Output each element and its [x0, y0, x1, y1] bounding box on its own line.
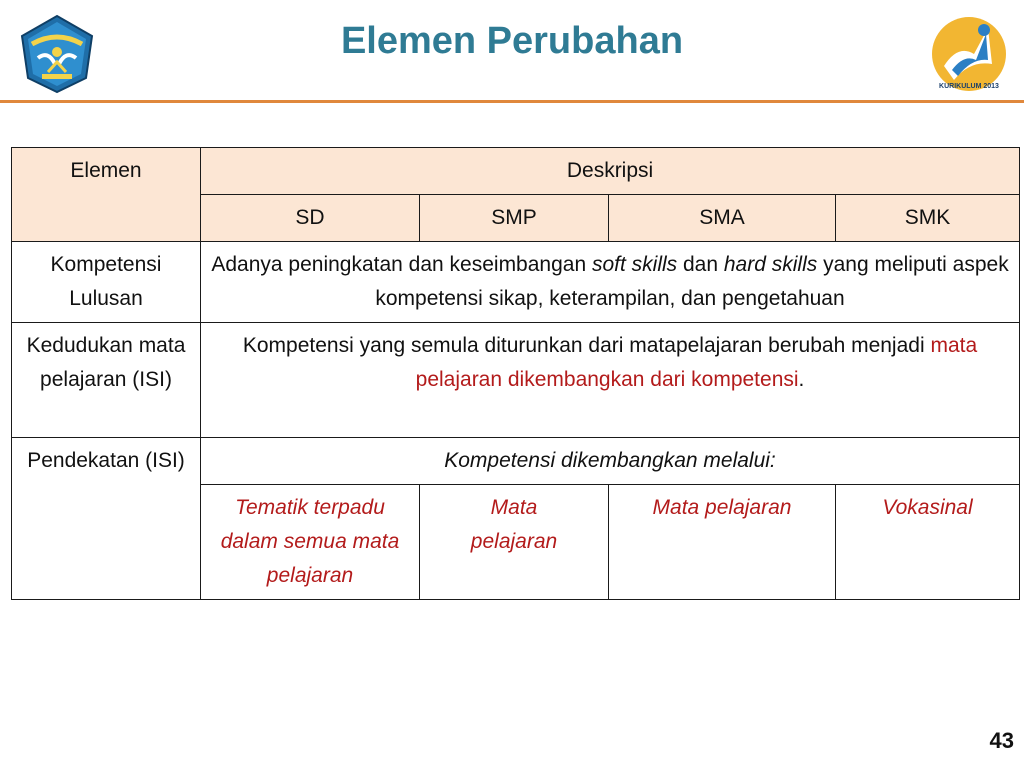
page-title: Elemen Perubahan: [340, 20, 684, 62]
row-desc-kedudukan: [201, 323, 1020, 438]
title-underline: [0, 100, 1024, 103]
page-number: 43: [989, 728, 1014, 753]
pendekatan-sma: Mata pelajaran: [609, 485, 836, 600]
table-row: [12, 242, 1020, 323]
pendekatan-sd: Tematik terpadu dalam semua mata pelajaran: [201, 485, 420, 600]
header-elemen: Elemen: [12, 148, 201, 242]
header-smk: SMK: [836, 195, 1020, 242]
desc-text: .: [798, 368, 805, 391]
pendekatan-intro-text: Kompetensi dikembangkan melalui:: [444, 449, 776, 472]
pendekatan-smk: Vokasinal: [836, 485, 1020, 600]
row-label-kompetensi-lulusan: Kompetensi Lulusan: [12, 242, 201, 323]
pendekatan-smp: Mata pelajaran: [420, 485, 609, 600]
row-desc-kompetensi-lulusan: [201, 242, 1020, 323]
row-label-pendekatan: Pendekatan (ISI): [12, 438, 201, 600]
desc-text: Kompetensi yang semula diturunkan dari matapelajaran berubah menjadi: [242, 334, 931, 357]
table-header-row: [12, 148, 1020, 195]
header-smp: SMP: [420, 195, 609, 242]
soft-skills-text: soft skills: [591, 253, 678, 276]
elemen-perubahan-table: [11, 147, 1020, 600]
desc-text: Adanya peningkatan dan keseimbangan: [211, 253, 592, 276]
hard-skills-text: hard skills: [723, 253, 818, 276]
svg-text:KURIKULUM 2013: KURIKULUM 2013: [939, 83, 999, 90]
header-sma: SMA: [609, 195, 836, 242]
table-row: [12, 438, 1020, 485]
header-deskripsi: Deskripsi: [201, 148, 1020, 195]
kurikulum-2013-logo: [930, 14, 1008, 96]
header-sd: SD: [201, 195, 420, 242]
highlight-text: mata pelajaran dikembangkan dari kompetensi: [415, 334, 978, 391]
table-row: [12, 323, 1020, 438]
desc-text: yang meliputi aspek kompetensi sikap, keterampilan, dan pengetahuan: [375, 253, 1009, 310]
row-label-kedudukan: Kedudukan mata pelajaran (ISI): [12, 323, 201, 438]
row-intro-pendekatan: [201, 438, 1020, 485]
desc-text: dan: [677, 253, 724, 276]
